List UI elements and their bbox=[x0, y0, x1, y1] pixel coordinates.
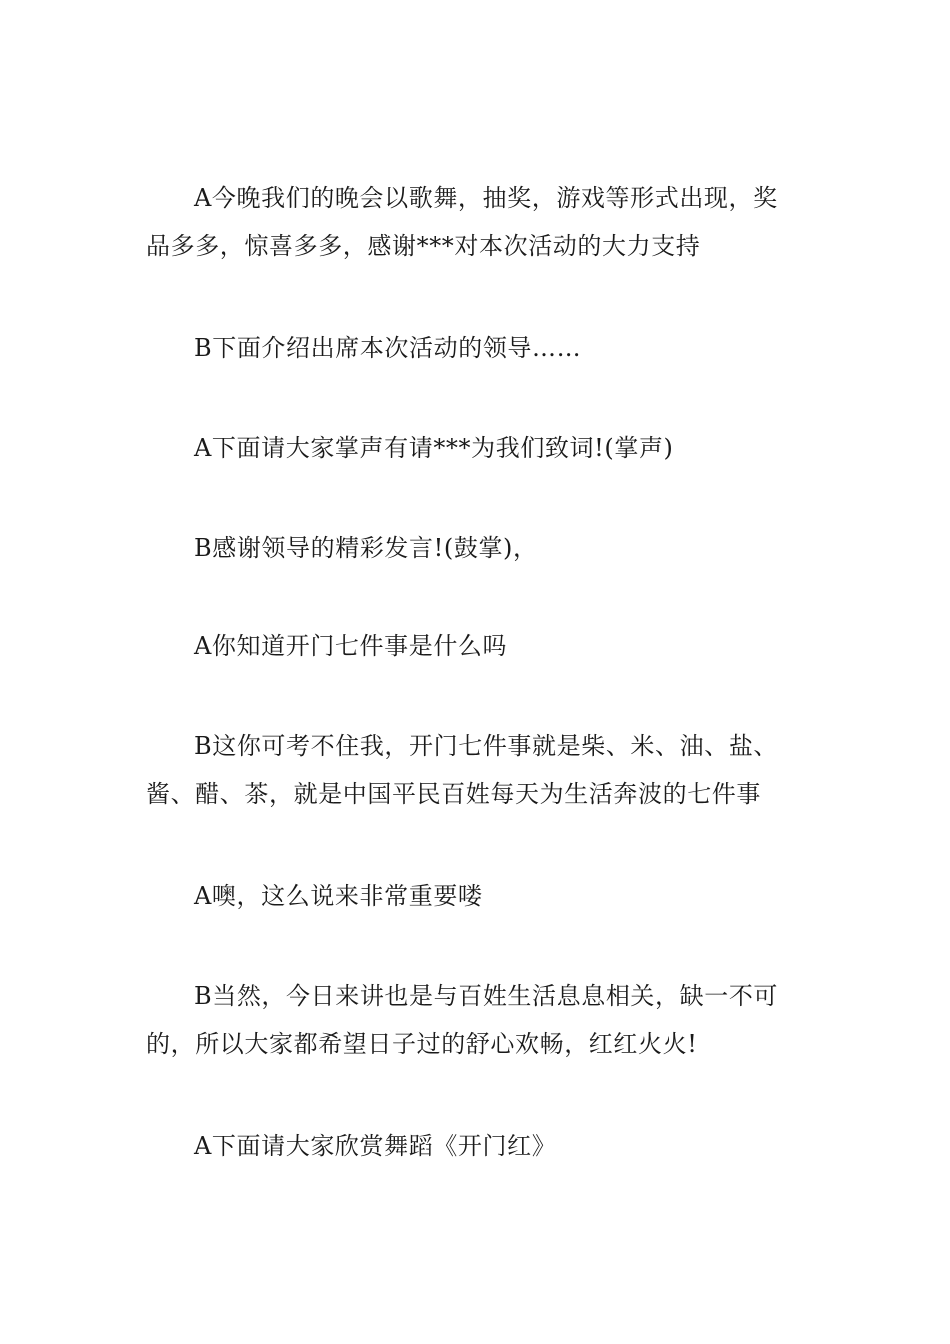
paragraph-9 bbox=[146, 1122, 816, 1170]
paragraph-8 bbox=[146, 972, 816, 1068]
paragraph-3 bbox=[146, 424, 816, 472]
paragraph-line: 品多多，惊喜多多，感谢***对本次活动的大力支持 bbox=[146, 232, 701, 260]
paragraph-line: 酱、醋、茶，就是中国平民百姓每天为生活奔波的七件事 bbox=[146, 780, 761, 808]
paragraph-1 bbox=[146, 174, 816, 270]
paragraph-2 bbox=[146, 324, 816, 372]
paragraph-line: B感谢领导的精彩发言!(鼓掌)， bbox=[194, 534, 538, 562]
paragraph-line: B当然，今日来讲也是与百姓生活息息相关，缺一不可 bbox=[194, 982, 779, 1010]
paragraph-5 bbox=[146, 622, 816, 670]
paragraph-line: B这你可考不住我，开门七件事就是柴、米、油、盐、 bbox=[194, 732, 779, 760]
paragraph-7 bbox=[146, 872, 816, 920]
paragraph-line: A下面请大家欣赏舞蹈《开门红》 bbox=[194, 1132, 557, 1160]
paragraph-4 bbox=[146, 524, 816, 572]
paragraph-line: A噢，这么说来非常重要喽 bbox=[194, 882, 483, 910]
paragraph-line: A下面请大家掌声有请***为我们致词!(掌声) bbox=[194, 434, 674, 462]
paragraph-line: B下面介绍出席本次活动的领导…… bbox=[194, 334, 582, 362]
paragraph-6 bbox=[146, 722, 816, 818]
paragraph-line: 的，所以大家都希望日子过的舒心欢畅，红红火火! bbox=[146, 1030, 698, 1058]
paragraph-line: A你知道开门七件事是什么吗 bbox=[194, 632, 508, 660]
paragraph-line: A今晚我们的晚会以歌舞，抽奖，游戏等形式出现，奖 bbox=[194, 184, 778, 212]
